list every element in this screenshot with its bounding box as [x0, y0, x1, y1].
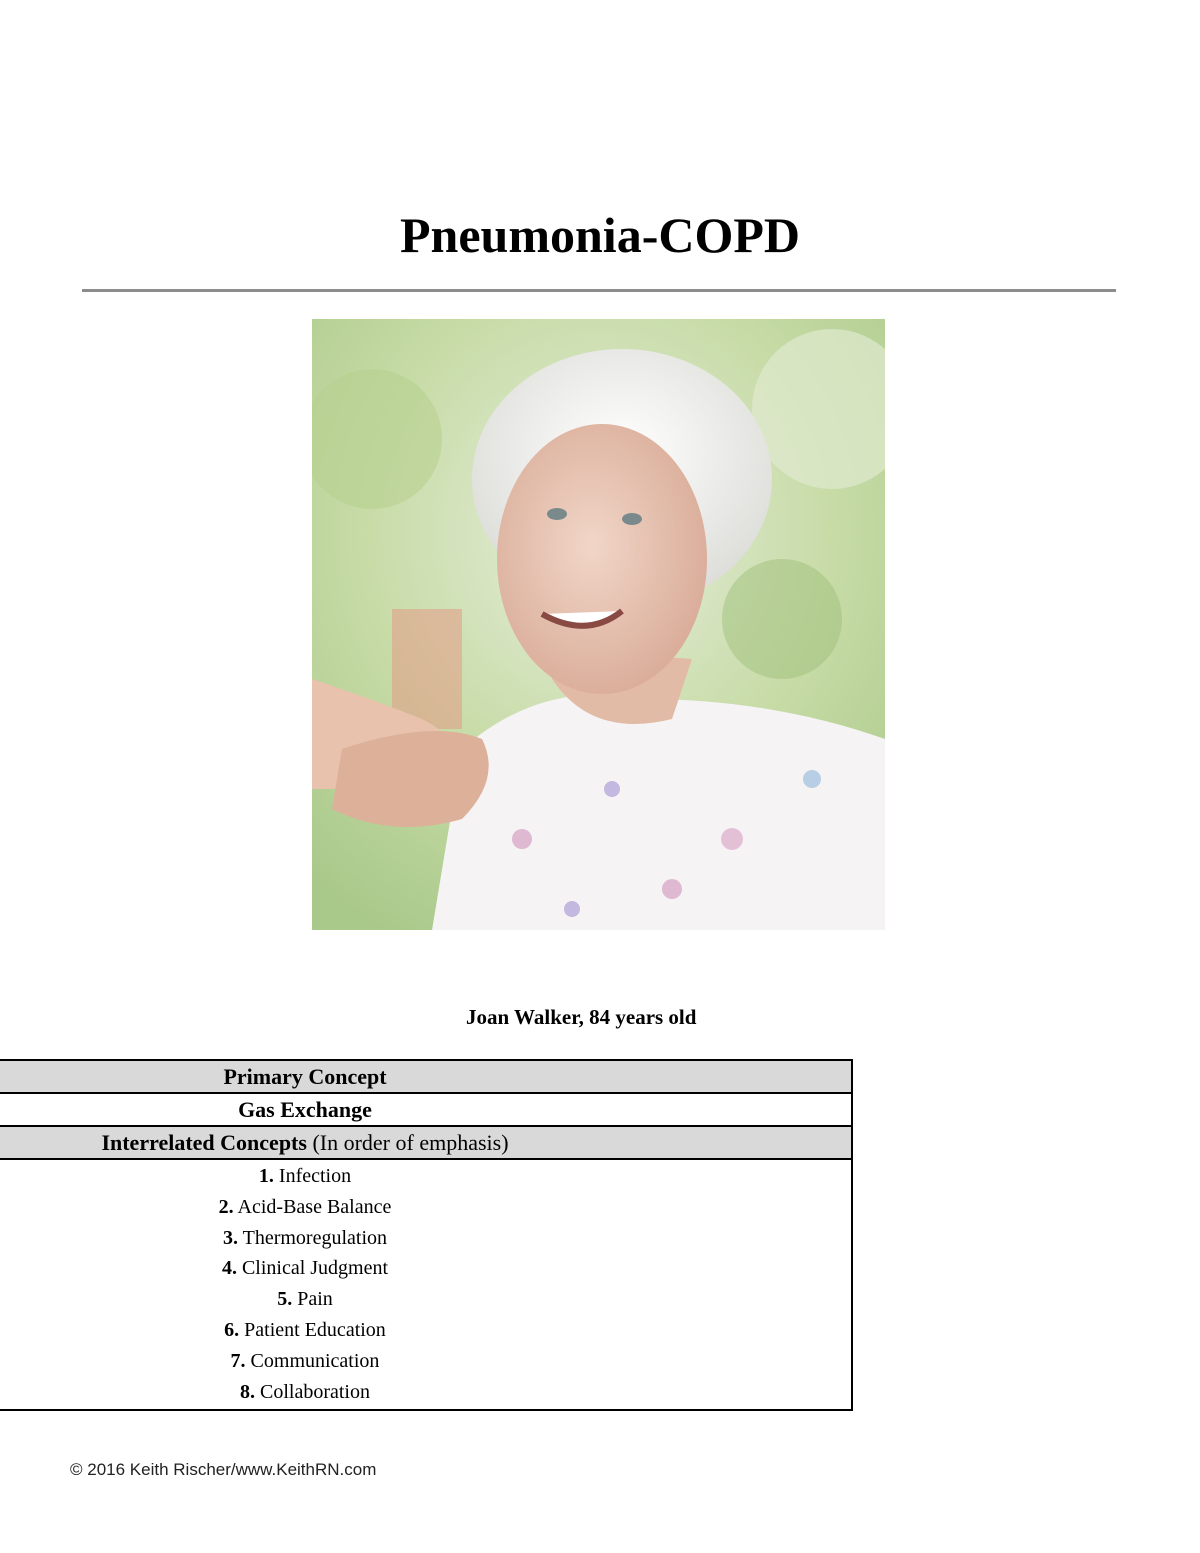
item-number: 5. [277, 1288, 293, 1311]
primary-concept-header-row [0, 1061, 851, 1094]
interrelated-header-bold: Interrelated Concepts [101, 1130, 307, 1155]
item-label: Clinical Judgment [236, 1257, 389, 1280]
patient-caption: Joan Walker, 84 years old [466, 1005, 697, 1029]
item-label: Infection [273, 1165, 352, 1187]
list-item [0, 1253, 612, 1284]
item-label: Acid-Base Balance [233, 1195, 392, 1218]
list-item [0, 1377, 612, 1408]
patient-photo [312, 319, 885, 930]
item-number: 1. [258, 1165, 274, 1187]
interrelated-concepts-header [0, 1127, 612, 1158]
interrelated-concepts-list [0, 1160, 851, 1409]
document-title: Pneumonia-COPD [400, 207, 800, 263]
primary-concept-header: Primary Concept [223, 1064, 387, 1089]
item-label: Collaboration [255, 1380, 370, 1403]
item-number: 3. [222, 1226, 238, 1249]
interrelated-header-note: (In order of emphasis) [306, 1130, 509, 1155]
item-label: Pain [292, 1288, 333, 1311]
item-number: 7. [230, 1349, 246, 1372]
list-item [0, 1161, 612, 1192]
patient-photo-illustration [312, 319, 885, 930]
item-label: Communication [245, 1349, 380, 1372]
item-number: 4. [221, 1257, 237, 1280]
primary-concept-value: Gas Exchange [238, 1097, 372, 1122]
item-label: Thermoregulation [237, 1226, 388, 1249]
list-item [0, 1315, 612, 1346]
item-number: 6. [224, 1318, 240, 1341]
concept-table [0, 1059, 853, 1411]
primary-concept-value-row [0, 1094, 851, 1127]
item-number: 8. [240, 1380, 255, 1403]
item-label: Patient Education [239, 1318, 386, 1341]
title-divider [82, 289, 1116, 292]
list-item [0, 1284, 612, 1315]
item-number: 2. [218, 1195, 234, 1218]
interrelated-concepts-header-row [0, 1127, 851, 1160]
list-item [0, 1346, 612, 1377]
list-item [0, 1192, 612, 1223]
list-item [0, 1223, 612, 1254]
copyright-footer: © 2016 Keith Rischer/www.KeithRN.com [70, 1460, 377, 1479]
